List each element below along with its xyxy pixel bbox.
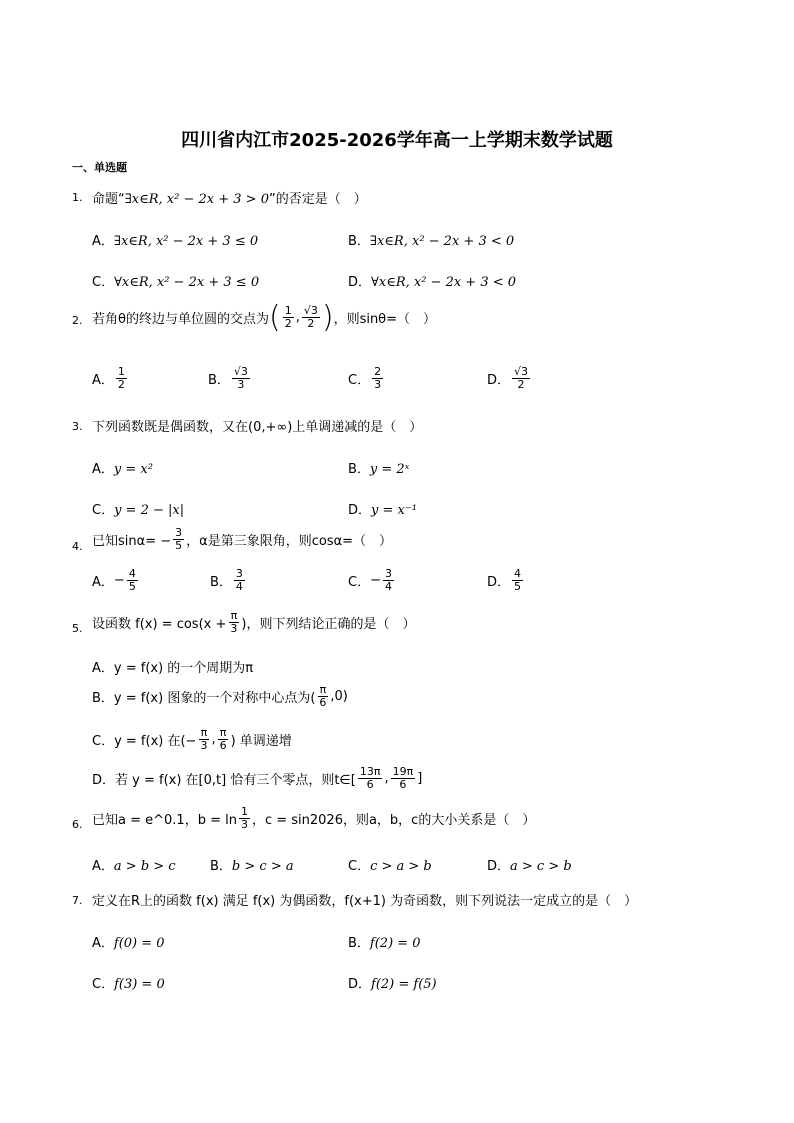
option-text: y = f(x) 在(− xyxy=(114,734,197,749)
option-label: C． xyxy=(92,275,115,290)
denominator: 3 xyxy=(237,378,245,391)
option-label: D． xyxy=(92,773,116,788)
denominator: 3 xyxy=(200,739,208,752)
option-c[interactable] xyxy=(348,568,396,593)
option-text: y = x⁻¹ xyxy=(371,503,417,518)
denominator: 2 xyxy=(307,317,315,330)
option-label: A． xyxy=(92,859,114,874)
option-d[interactable] xyxy=(348,499,417,518)
option-text: a > c > b xyxy=(510,859,572,874)
denominator: 6 xyxy=(219,739,227,752)
option-label: C． xyxy=(92,503,115,518)
stem-text: 设函数 f(x) = cos(x + xyxy=(92,617,227,632)
option-c[interactable] xyxy=(92,271,259,290)
stem-text: 已知sinα= − xyxy=(92,534,172,549)
option-label: D． xyxy=(348,977,372,992)
numerator: √3 xyxy=(514,365,529,378)
numerator: 1 xyxy=(240,805,248,818)
option-c[interactable] xyxy=(92,499,184,518)
question-stem xyxy=(92,188,367,207)
stem-text: 已知a = e^0.1，b = ln xyxy=(92,813,237,828)
option-label: C． xyxy=(92,734,115,749)
denominator: 6 xyxy=(366,778,374,791)
option-text: y = f(x) 的一个周期为π xyxy=(113,661,254,676)
option-c[interactable] xyxy=(92,973,165,992)
option-a[interactable] xyxy=(92,568,140,593)
option-text: , xyxy=(211,732,216,747)
option-text: f(3) = 0 xyxy=(114,977,165,992)
numerator: 3 xyxy=(175,526,183,539)
sign: − xyxy=(113,573,125,588)
numerator: 13π xyxy=(359,765,381,778)
denominator: 4 xyxy=(384,580,392,593)
option-c[interactable] xyxy=(92,727,292,752)
option-b[interactable] xyxy=(92,684,348,709)
denominator: 5 xyxy=(128,580,136,593)
stem-text: )，则下列结论正确的是（ ） xyxy=(241,617,416,632)
question-stem: 定义在R上的函数 f(x) 满足 f(x) 为偶函数，f(x+1) 为奇函数，则下列说法一定成立的是（ ） xyxy=(92,894,638,909)
option-label: D． xyxy=(487,575,511,590)
option-a[interactable] xyxy=(92,855,176,874)
numerator: √3 xyxy=(303,304,318,317)
option-text: 若 y = f(x) 在[0,t] 恰有三个零点，则t∈[ xyxy=(115,773,356,788)
option-label: A． xyxy=(92,234,114,249)
numerator: 3 xyxy=(384,567,392,580)
option-text: c > a > b xyxy=(370,859,432,874)
numerator: 4 xyxy=(128,567,136,580)
question-stem xyxy=(92,527,392,552)
option-text: ∀x∈R, x² − 2x + 3 ≤ 0 xyxy=(114,275,260,290)
option-text: f(2) = f(5) xyxy=(371,977,437,992)
option-d[interactable] xyxy=(487,366,532,391)
option-label: B． xyxy=(210,575,232,590)
option-label: D． xyxy=(487,859,511,874)
option-d[interactable] xyxy=(487,568,525,593)
denominator: 3 xyxy=(230,622,238,635)
question-number: 5. xyxy=(72,622,83,635)
numerator: π xyxy=(230,609,238,622)
option-label: B． xyxy=(210,859,232,874)
radicand: 3 xyxy=(310,304,318,317)
denominator: 5 xyxy=(514,580,522,593)
option-b[interactable] xyxy=(210,568,247,593)
fraction xyxy=(283,305,294,330)
stem-text: 若角θ的终边与单位圆的交点为 xyxy=(92,312,269,327)
option-text: ∃x∈R, x² − 2x + 3 < 0 xyxy=(369,234,515,249)
question-stem: 若角θ的终边与单位圆的交点为( $\frac{1}{2}$ , $\frac{√3}{2}$ )，则sinθ=（ ） xyxy=(92,300,437,335)
numerator: 4 xyxy=(514,567,522,580)
option-a[interactable] xyxy=(92,366,129,391)
option-label: A． xyxy=(92,575,114,590)
option-text: ,0) xyxy=(330,689,348,704)
question-number: 2. xyxy=(72,314,83,327)
option-text: a > b > c xyxy=(113,859,176,874)
option-a[interactable] xyxy=(92,230,258,249)
option-label: C． xyxy=(348,575,371,590)
option-label: D． xyxy=(348,275,372,290)
option-a[interactable] xyxy=(92,458,153,477)
stem-text: ，α是第三象限角，则cosα=（ ） xyxy=(186,534,393,549)
option-c[interactable] xyxy=(348,855,432,874)
option-text: ] xyxy=(417,771,423,786)
section-heading: 一、单选题 xyxy=(72,161,127,174)
denominator: 6 xyxy=(319,696,327,709)
option-label: D． xyxy=(487,373,511,388)
question-number: 1. xyxy=(72,191,83,204)
option-label: C． xyxy=(348,859,371,874)
option-label: B． xyxy=(92,691,114,706)
option-b[interactable] xyxy=(348,932,421,951)
option-c[interactable] xyxy=(348,366,385,391)
option-label: B． xyxy=(208,373,230,388)
denominator: 4 xyxy=(235,580,243,593)
option-a[interactable] xyxy=(92,657,253,676)
denominator: 6 xyxy=(399,778,407,791)
question-stem: 下列函数既是偶函数，又在(0,+∞)上单调递减的是（ ） xyxy=(92,420,423,435)
denominator: 2 xyxy=(284,317,292,330)
option-text: y = x² xyxy=(113,462,153,477)
numerator: 1 xyxy=(117,365,125,378)
option-label: A． xyxy=(92,462,114,477)
option-text: ) 单调递增 xyxy=(230,734,292,749)
numerator: √3 xyxy=(233,365,248,378)
option-a[interactable] xyxy=(92,932,165,951)
denominator: 3 xyxy=(374,378,382,391)
option-text: y = 2ˣ xyxy=(369,462,410,477)
option-b[interactable] xyxy=(210,855,294,874)
option-text: b > c > a xyxy=(231,859,294,874)
option-text: f(2) = 0 xyxy=(369,936,421,951)
denominator: 2 xyxy=(517,378,525,391)
option-label: C． xyxy=(348,373,371,388)
option-text: , xyxy=(384,771,389,786)
option-label: B． xyxy=(348,936,370,951)
option-b[interactable] xyxy=(208,366,252,391)
stem-text: ，则sinθ=（ ） xyxy=(333,312,437,327)
option-b[interactable] xyxy=(348,230,514,249)
question-stem xyxy=(92,610,415,635)
option-text: f(0) = 0 xyxy=(113,936,165,951)
question-number: 4. xyxy=(72,540,83,553)
option-text: ∀x∈R, x² − 2x + 3 < 0 xyxy=(371,275,517,290)
option-b[interactable] xyxy=(348,458,409,477)
option-d[interactable] xyxy=(92,766,422,791)
stem-expression: ∃x∈R, x² − 2x + 3 > 0 xyxy=(124,192,269,207)
option-label: B． xyxy=(348,462,370,477)
denominator: 5 xyxy=(175,539,183,552)
option-label: B． xyxy=(348,234,370,249)
numerator: π xyxy=(319,683,327,696)
stem-text: 命题“ xyxy=(92,192,125,207)
option-label: D． xyxy=(348,503,372,518)
option-text: ∃x∈R, x² − 2x + 3 ≤ 0 xyxy=(113,234,259,249)
option-label: A． xyxy=(92,661,114,676)
numerator: 2 xyxy=(374,365,382,378)
stem-text: ，c = sin2026，则a，b，c的大小关系是（ ） xyxy=(251,813,536,828)
sign: − xyxy=(370,573,381,588)
question-number: 6. xyxy=(72,818,83,831)
stem-text: ”的否定是（ ） xyxy=(268,192,367,207)
question-number: 3. xyxy=(72,420,83,433)
numerator: 1 xyxy=(284,304,292,317)
option-label: A． xyxy=(92,936,114,951)
option-d[interactable] xyxy=(348,973,437,992)
option-label: A． xyxy=(92,373,114,388)
question-number: 7. xyxy=(72,894,83,907)
numerator: π xyxy=(219,726,227,739)
page-title: 四川省内江市2025-2026学年高一上学期末数学试题 xyxy=(181,130,613,151)
option-d[interactable] xyxy=(348,271,516,290)
fraction xyxy=(302,305,320,330)
option-text: y = 2 − |x| xyxy=(114,503,185,518)
option-label: C． xyxy=(92,977,115,992)
option-text: y = f(x) 图象的一个对称中心点为( xyxy=(113,691,316,706)
denominator: 2 xyxy=(117,378,125,391)
numerator: 3 xyxy=(235,567,243,580)
question-stem xyxy=(92,806,535,831)
numerator: 19π xyxy=(392,765,414,778)
numerator: π xyxy=(200,726,208,739)
denominator: 3 xyxy=(240,818,248,831)
option-d[interactable] xyxy=(487,855,572,874)
